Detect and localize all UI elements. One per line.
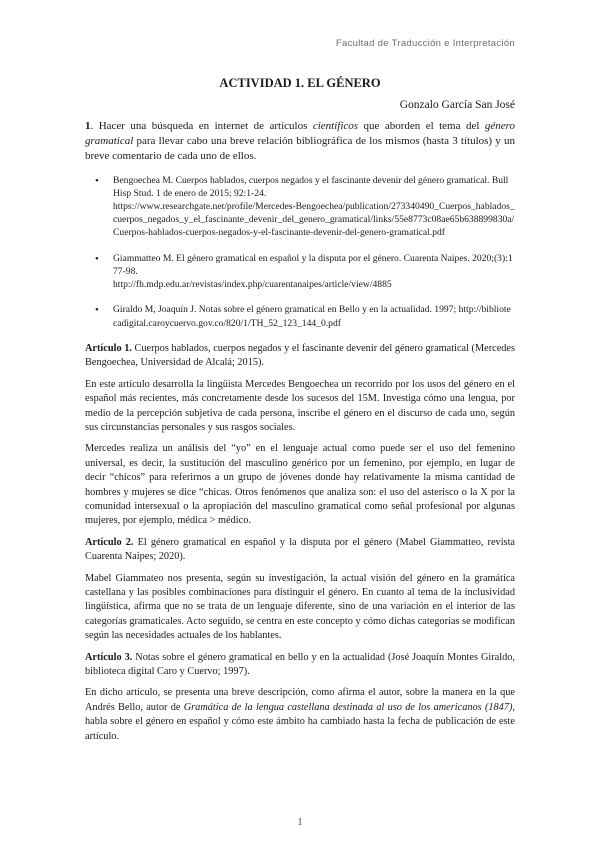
document-body xyxy=(85,119,515,751)
reference-item xyxy=(113,303,515,329)
article-2-heading xyxy=(85,536,515,565)
article-1-paragraph: Mercedes realiza un análisis del “yo” en el lenguaje actual como puede ser el uso del femenino universal, es decir, la sustitución del masculino genérico por un femenino, por ejemplo, en lugar de decir “chicos” para referirnos a un grupo de jóvenes donde hay relativamente la misma cantidad de hombres y mujeres se dice “chicas. Otros fenómenos que analiza son: el uso del asterisco o la X por la comunidad intersexual o la apropiación del masculino gramatical como señal profesional por algunas mujeres, por ejemplo, médica > médico. xyxy=(85,443,515,527)
reference-link[interactable]: https://www.researchgate.net/profile/Mercedes-Bengoechea/publication/273340490_Cuerpos_hablados_cuerpos_negados_y_el_fascinante_devenir_del_genero_gramatical/links/55e8773c08ae65b638899830a/Cuerpos-hablados-cuerpos-negados-y-el-fascinante-devenir-del-genero-gramatical.pdf xyxy=(113,201,515,239)
reference-link[interactable]: http://bibliotecadigital.caroycuervo.gov.co/820/1/TH_52_123_144_0.pdf xyxy=(113,304,511,329)
question-1 xyxy=(85,119,515,164)
book-title: Gramática de la lengua castellana destinada al uso de los americanos (1847) xyxy=(183,701,513,713)
article-citation: Notas sobre el género gramatical en bello y en la actualidad (José Joaquín Montes Giraldo, biblioteca digital Caro y Cuervo; 1997). xyxy=(85,651,515,677)
article-label: Artículo 1. xyxy=(85,342,132,354)
question-emphasis: científicos xyxy=(312,120,359,132)
reference-link[interactable]: http://fh.mdp.edu.ar/revistas/index.php/cuarentanaipes/article/view/4885 xyxy=(113,279,392,291)
reference-list xyxy=(85,174,515,330)
paragraph-text: , habla sobre el género en español y cómo este ámbito ha cambiado hasta la fecha de publicación de este artículo. xyxy=(85,701,515,742)
reference-text: Giammatteo M. El género gramatical en español y la disputa por el género. Cuarenta Naipes. 2020;(3):177-98. xyxy=(113,252,513,277)
reference-text: Giraldo M, Joaquín J. Notas sobre el género gramatical en Bello y en la actualidad. 1997; xyxy=(113,304,457,316)
question-text: . Hacer una búsqueda en internet de artículos xyxy=(90,120,313,132)
article-citation: Cuerpos hablados, cuerpos negados y el fascinante devenir del género gramatical (Mercedes Bengoechea, Universidad de Alcalá; 2015). xyxy=(85,342,515,369)
question-text: para llevar cabo una breve relación bibliográfica de los mismos (hasta 3 títulos) y un breve comentario de cada uno de ellos. xyxy=(85,134,515,162)
document-title: ACTIVIDAD 1. EL GÉNERO xyxy=(219,76,381,90)
paragraph-text: En dicho artículo, se presenta una breve descripción, como afirma el autor, sobre la manera en la que Andrés Bello, autor de xyxy=(85,687,515,713)
reference-text: Bengoechea M. Cuerpos hablados, cuerpos negados y el fascinante devenir del género gramatical. Bull Hisp Stud. 1 de enero de 2015; 92:1-24. xyxy=(113,174,509,199)
reference-item xyxy=(113,252,515,292)
article-label: Artículo 2. xyxy=(85,536,134,548)
article-1-heading xyxy=(85,342,515,371)
article-citation: El género gramatical en español y la disputa por el género (Mabel Giammatteo, revista Cuarenta Naipes; 2020). xyxy=(85,536,515,563)
article-1-paragraph: En este artículo desarrolla la lingüista Mercedes Bengoechea un recorrido por los usos del género en el español más recientes, más concretamente desde los sucesos del 15M. Investiga cómo una lengua, por medio de la percepción subjetiva de cada persona, inscribe el género en el discurso de cada uno, según sus circunstancias personales y sus rasgos sociales. xyxy=(85,378,515,433)
article-2-paragraph: Mabel Giammateo nos presenta, según su investigación, la actual visión del género en la gramática castellana y las posibles combinaciones para distinguir el género. En cuanto al tema de la inclusividad lingüística, afirma que no se trata de un lenguaje diferente, sino de una variación en el interior de las categorías gramaticales. Acto seguido, se centra en este concepto y cómo dichas categorías se modifican según las necesidades actuales de los hablantes. xyxy=(85,572,515,642)
article-3-heading xyxy=(85,651,515,680)
question-text: que aborden el tema del xyxy=(358,120,485,132)
reference-item xyxy=(113,174,515,240)
article-label: Artículo 3. xyxy=(85,651,133,663)
question-number: 1 xyxy=(85,120,91,132)
author-name: Gonzalo García San José xyxy=(399,99,515,111)
page-header: Facultad de Traducción e Interpretación xyxy=(335,38,515,49)
page-number: 1 xyxy=(297,817,303,828)
question-emphasis: género gramatical xyxy=(85,120,515,147)
article-3-paragraph xyxy=(85,686,515,744)
